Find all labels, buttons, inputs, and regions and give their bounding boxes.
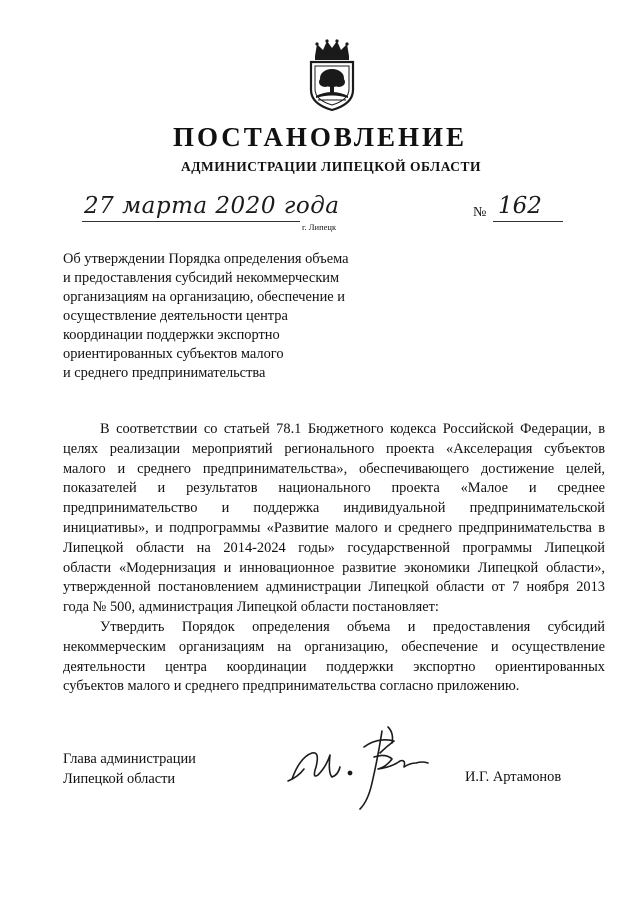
paragraph-line: деятельности центра координации поддержки экспортно ориентированных bbox=[63, 658, 605, 675]
paragraph-line: субъектов малого и среднего предпринимательства согласно приложению. bbox=[63, 678, 520, 695]
paragraph-line: Липецкой области на 2014-2024 годы» государственной программы Липецкой bbox=[63, 539, 605, 556]
paragraph-line: предпринимательство и поддержка индивидуальной предпринимательской bbox=[63, 500, 605, 517]
number-sign: № bbox=[473, 205, 487, 220]
subject-line: ориентированных субъектов малого bbox=[63, 346, 284, 362]
document-title: ПОСТАНОВЛЕНИЕ bbox=[172, 122, 468, 152]
paragraph-line: некоммерческим организациям на организацию, обеспечение и осуществление bbox=[63, 638, 605, 655]
paragraph-line: Утвердить Порядок определения объема и предоставления субсидий bbox=[100, 619, 605, 635]
date-underline bbox=[82, 221, 300, 222]
subject-line: и предоставления субсидий некоммерческим bbox=[63, 270, 340, 286]
paragraph-line: показателей и результатов национального проекта «Малое и среднее bbox=[63, 480, 605, 497]
preamble-paragraph bbox=[63, 420, 605, 618]
position-line: Глава администрации bbox=[63, 751, 196, 767]
signatory-position bbox=[63, 750, 196, 789]
signatory-name: И.Г. Артамонов bbox=[465, 769, 562, 785]
handwritten-date: 27 марта 2020 года bbox=[84, 193, 340, 219]
paragraph-line: года № 500, администрация Липецкой области постановляет: bbox=[63, 599, 439, 616]
subject-line: осуществление деятельности центра bbox=[63, 308, 288, 324]
paragraph-line: области «Модернизация и инновационное развитие экономики Липецкой области», bbox=[63, 559, 605, 576]
subject-line: и среднего предпринимательства bbox=[63, 365, 266, 381]
number-underline bbox=[493, 221, 563, 222]
handwritten-number: 162 bbox=[498, 193, 542, 219]
paragraph-line: инициативы», и подпрограммы «Развитие малого и среднего предпринимательства в bbox=[63, 519, 605, 536]
resolution-subject bbox=[63, 250, 383, 383]
subject-line: Об утверждении Порядка определения объема bbox=[63, 251, 349, 267]
paragraph-line: В соответствии со статьей 78.1 Бюджетного кодекса Российской Федерации, в bbox=[100, 421, 605, 437]
paragraph-line: целях реализации мероприятий регионального проекта «Акселерация субъектов bbox=[63, 440, 605, 457]
resolution-paragraph bbox=[63, 618, 605, 697]
handwritten-signature-icon bbox=[282, 717, 432, 817]
subject-line: координации поддержки экспортно bbox=[63, 327, 280, 343]
subject-line: организациям на организацию, обеспечение и bbox=[63, 289, 345, 305]
coat-of-arms-icon bbox=[305, 38, 359, 112]
document-subtitle: АДМИНИСТРАЦИИ ЛИПЕЦКОЙ ОБЛАСТИ bbox=[180, 159, 482, 174]
position-line: Липецкой области bbox=[63, 770, 176, 787]
city-label: г. Липецк bbox=[302, 222, 337, 232]
paragraph-line: утвержденной постановлением администрации Липецкой области от 7 ноября 2013 bbox=[63, 579, 605, 596]
paragraph-line: малого и среднего предпринимательства», обеспечивающего достижение целей, bbox=[63, 460, 605, 477]
